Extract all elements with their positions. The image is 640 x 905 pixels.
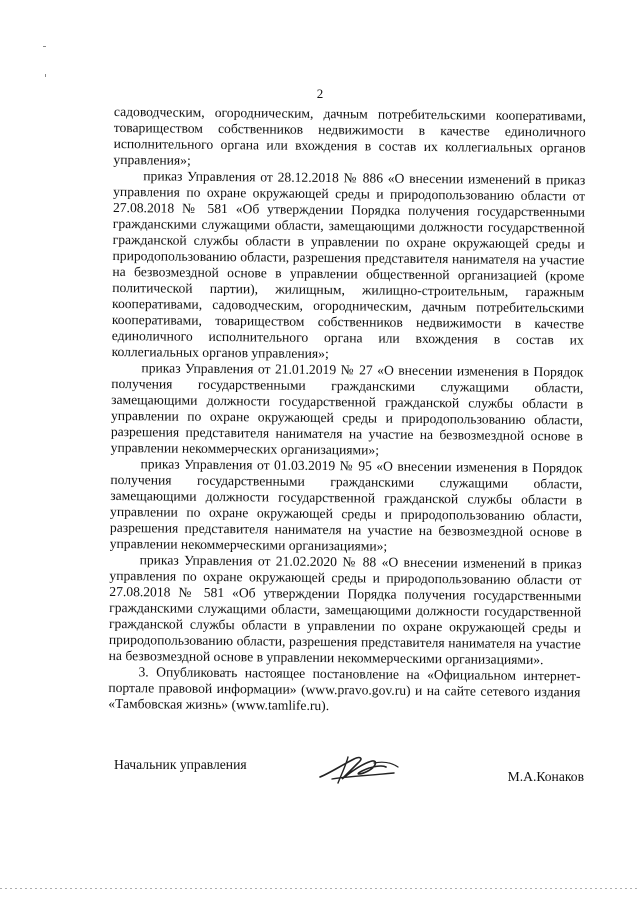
paragraph-order-95: приказ Управления от 01.03.2019 № 95 «О внесении изменения в Порядок получения государственными гражданскими служащими области, замещающими должности государственной гражданской службы области в управлении по охране окружающей среды и природопользованию области, разрешения представителя нанимателя на участие на безвозмездной основе в управлении некоммерческими организациями»; bbox=[109, 456, 583, 554]
signer-name: М.А.Конаков bbox=[507, 769, 584, 784]
paragraph-order-886: приказ Управления от 28.12.2018 № 886 «О внесении изменений в приказ управления по охране окружающей среды и природопользованию области от 27.08.2018 № 581 «Об утверждении Порядка получения государственными гражданскими служащими области, замещающими должности государственной гражданской службы области в управлении по охране окружающей среды и природопользованию области, разрешения представителя нанимателя на участие на безвозмездной основе в управлении общественной организацией (кроме политической партии), жилищным, жилищно-строительным, гаражным кооперативами, садоводческим, огородническим, дачным потребительскими кооперативами, товариществом собственников недвижимости в качестве единоличного исполнительного органа или вхождения в состав их коллегиальных органов управления»; bbox=[111, 168, 586, 362]
paragraph-order-88: приказ Управления от 21.02.2020 № 88 «О внесении изменений в приказ управления по охране окружающей среды и природопользованию области от 27.08.2018 № 581 «Об утверждении Порядка получения государственными гражданскими служащими области, замещающими должности государственной гражданской службы области в управлении по охране окружающей среды и природопользованию области, разрешения представителя нанимателя на участие на безвозмездной основе в управлении некоммерческими организациями». bbox=[108, 552, 582, 668]
page-number: 2 bbox=[316, 86, 324, 101]
document-body bbox=[108, 104, 586, 717]
paragraph-continuation: садоводческим, огородническим, дачным потребительскими кооперативами, товариществом собственников недвижимости в качестве единоличного исполнительного органа или вхождения в состав их коллегиальных органов управления»; bbox=[113, 104, 586, 168]
scan-speck bbox=[43, 46, 46, 47]
signature-block bbox=[114, 749, 584, 789]
scan-speck bbox=[45, 74, 46, 77]
signer-position: Начальник управления bbox=[114, 757, 247, 772]
paragraph-publication: 3. Опубликовать настоящее постановление на «Официальном интернет-портале правовой информации» (www.pravo.gov.ru) и на сайте сетевого издания «Тамбовская жизнь» (www.tamlife.ru). bbox=[108, 664, 581, 714]
paragraph-order-27: приказ Управления от 21.01.2019 № 27 «О внесении изменения в Порядок получения государственными гражданскими служащими области, замещающими должности государственной гражданской службы области в управлении по охране окружающей среды и природопользованию области, разрешения представителя нанимателя на участие на безвозмездной основе в управлении некоммерческих организациями»; bbox=[110, 360, 584, 458]
scan-edge-line bbox=[0, 888, 640, 889]
handwritten-signature bbox=[312, 749, 402, 789]
